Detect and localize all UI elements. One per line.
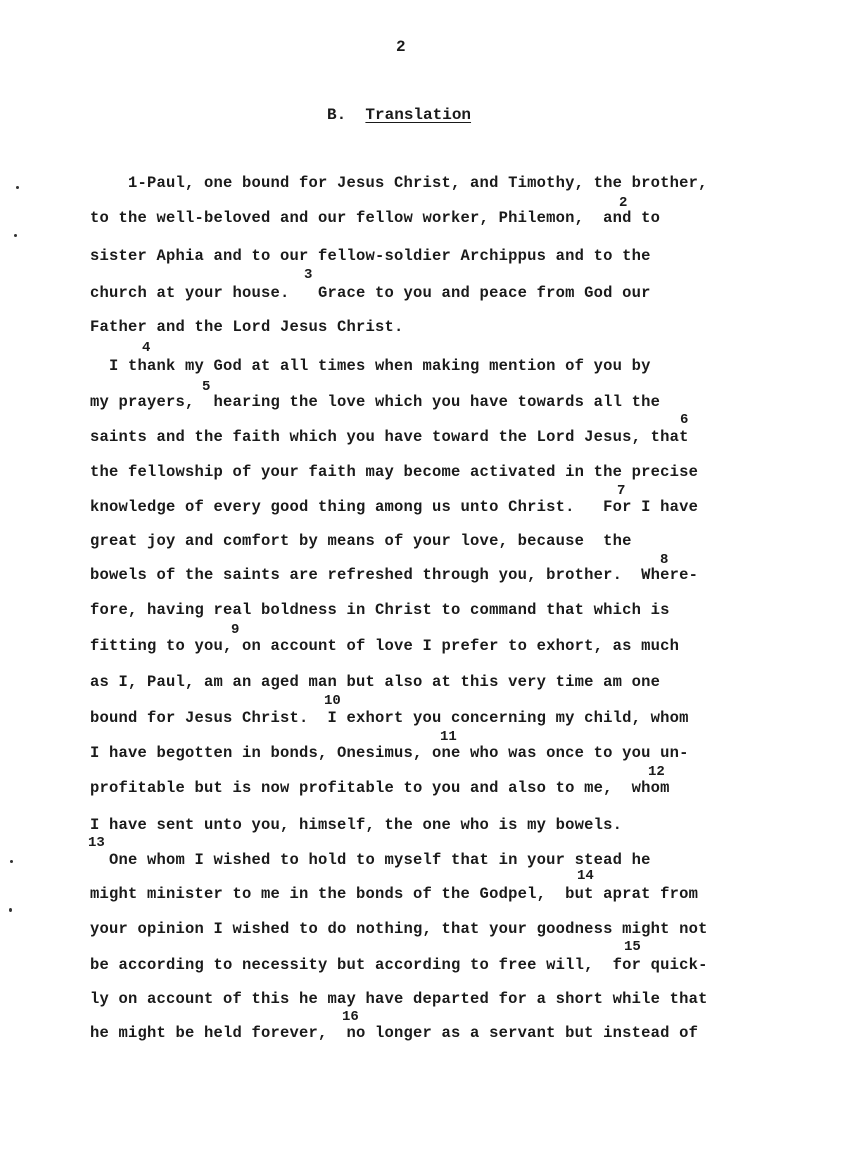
text-line: One whom I wished to hold to myself that in your stead he (90, 851, 651, 869)
text-line: my prayers, hearing the love which you have towards all the (90, 393, 661, 411)
text-line: fore, having real boldness in Christ to command that which is (90, 601, 670, 619)
verse-number: 5 (202, 379, 211, 395)
verse-number: 13 (88, 835, 105, 851)
text-line: I thank my God at all times when making mention of you by (90, 357, 651, 375)
text-line: Father and the Lord Jesus Christ. (90, 318, 404, 336)
text-line: 1-Paul, one bound for Jesus Christ, and Timothy, the brother, (90, 174, 708, 192)
text-line: your opinion I wished to do nothing, that your goodness might not (90, 920, 708, 938)
text-line: bound for Jesus Christ. I exhort you concerning my child, whom (90, 709, 689, 727)
verse-number: 8 (660, 552, 669, 568)
section-heading (327, 106, 471, 124)
scan-speck (9, 908, 12, 912)
text-line: knowledge of every good thing among us unto Christ. For I have (90, 498, 699, 516)
scan-speck (16, 186, 19, 189)
page-number: 2 (396, 38, 406, 56)
text-line: as I, Paul, am an aged man but also at this very time am one (90, 673, 661, 691)
verse-number: 16 (342, 1009, 359, 1025)
verse-number: 10 (324, 693, 341, 709)
text-line: bowels of the saints are refreshed through you, brother. Where- (90, 566, 699, 584)
text-line: be according to necessity but according to free will, for quick- (90, 956, 708, 974)
verse-number: 3 (304, 267, 313, 283)
verse-number: 14 (577, 868, 594, 884)
verse-number: 9 (231, 622, 240, 638)
text-line: saints and the faith which you have toward the Lord Jesus, that (90, 428, 689, 446)
text-line: profitable but is now profitable to you and also to me, whom (90, 779, 670, 797)
verse-number: 2 (619, 195, 628, 211)
section-title: Translation (365, 106, 472, 124)
verse-number: 7 (617, 483, 626, 499)
text-line: sister Aphia and to our fellow-soldier Archippus and to the (90, 247, 651, 265)
section-label: B. (327, 106, 347, 124)
text-line: the fellowship of your faith may become activated in the precise (90, 463, 699, 481)
text-line: church at your house. Grace to you and peace from God our (90, 284, 651, 302)
verse-number: 4 (142, 340, 151, 356)
text-line: I have begotten in bonds, Onesimus, one who was once to you un- (90, 744, 689, 762)
text-line: ly on account of this he may have departed for a short while that (90, 990, 708, 1008)
verse-number: 11 (440, 729, 457, 745)
scan-speck (14, 234, 17, 237)
verse-number: 15 (624, 939, 641, 955)
text-line: to the well-beloved and our fellow worker, Philemon, and to (90, 209, 661, 227)
text-line: fitting to you, on account of love I prefer to exhort, as much (90, 637, 680, 655)
text-line: might minister to me in the bonds of the Godpel, but aprat from (90, 885, 699, 903)
verse-number: 6 (680, 412, 689, 428)
scan-speck (10, 860, 13, 863)
text-line: I have sent unto you, himself, the one who is my bowels. (90, 816, 623, 834)
verse-number: 12 (648, 764, 665, 780)
text-line: great joy and comfort by means of your love, because the (90, 532, 632, 550)
text-line: he might be held forever, no longer as a servant but instead of (90, 1024, 699, 1042)
